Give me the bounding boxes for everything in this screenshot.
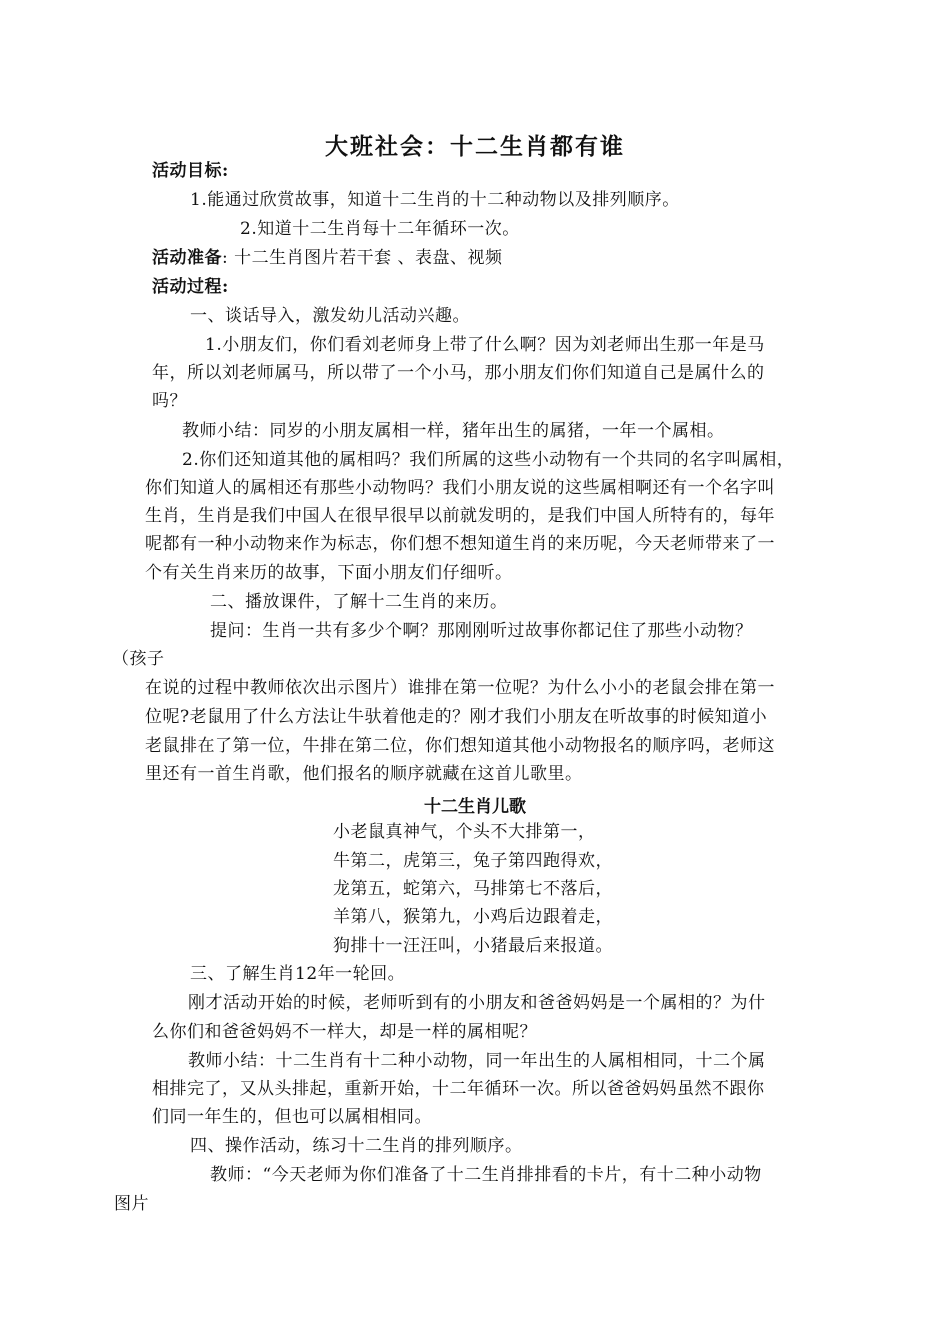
prep-line — [152, 247, 503, 269]
song-line: 龙第五，蛇第六，马排第七不落后， — [333, 879, 613, 899]
document-title: 大班社会：十二生肖都有谁 — [325, 133, 625, 160]
body-line: 里还有一首生肖歌，他们报名的顺序就藏在这首儿歌里。 — [145, 764, 583, 784]
goal-item-2: 2.知道十二生肖每十二年循环一次。 — [240, 219, 520, 239]
body-line: 位呢?老鼠用了什么方法让牛驮着他走的？刚才我们小朋友在听故事的时候知道小 — [145, 707, 768, 727]
body-line: 相排完了，又从头排起，重新开始，十二年循环一次。所以爸爸妈妈虽然不跟你 — [152, 1079, 765, 1099]
body-line: 们同一年生的，但也可以属相相同。 — [152, 1107, 432, 1127]
body-line: 刚才活动开始的时候，老师听到有的小朋友和爸爸妈妈是一个属相的？为什 — [188, 993, 766, 1013]
body-line: 你们知道人的属相还有那些小动物吗？我们小朋友说的这些属相啊还有一个名字叫 — [145, 478, 775, 498]
body-line: 教师小结：同岁的小朋友属相一样，猪年出生的属猪，一年一个属相。 — [182, 421, 725, 441]
body-line: 老鼠排在了第一位，牛排在第二位，你们想知道其他小动物报名的顺序吗，老师这 — [145, 736, 775, 756]
body-line: 2.你们还知道其他的属相吗？我们所属的这些小动物有一个共同的名字叫属相， — [182, 450, 795, 470]
body-line: 生肖，生肖是我们中国人在很早很早以前就发明的，是我们中国人所特有的，每年 — [145, 506, 775, 526]
prep-heading: 活动准备 — [152, 248, 222, 268]
body-line: 年，所以刘老师属马，所以带了一个小马，那小朋友们你们知道自己是属什么的 — [152, 363, 765, 383]
song-line: 小老鼠真神气，个头不大排第一， — [333, 822, 596, 842]
body-line: 呢都有一种小动物来作为标志，你们想不想知道生肖的来历呢，今天老师带来了一 — [145, 534, 775, 554]
body-line: 教师：“今天老师为你们准备了十二生肖排排看的卡片，有十二种小动物 — [210, 1165, 762, 1185]
song-title: 十二生肖儿歌 — [424, 797, 526, 817]
body-line: 1.小朋友们，你们看刘老师身上带了什么啊？因为刘老师出生那一年是马 — [205, 335, 765, 355]
song-line: 牛第二，虎第三，兔子第四跑得欢， — [333, 851, 613, 871]
body-line: 二、播放课件，了解十二生肖的来历。 — [210, 592, 508, 612]
body-line: 提问：生肖一共有多少个啊？那刚刚听过故事你都记住了那些小动物？ — [210, 621, 753, 641]
body-line: 四、操作活动，练习十二生肖的排列顺序。 — [190, 1136, 523, 1156]
body-line: 教师小结：十二生肖有十二种小动物，同一年出生的人属相相同，十二个属 — [188, 1051, 766, 1071]
song-line: 羊第八，猴第九，小鸡后边跟着走， — [333, 907, 613, 927]
body-line: （孩子 — [112, 649, 165, 669]
body-line: 么你们和爸爸妈妈不一样大，却是一样的属相呢？ — [152, 1022, 537, 1042]
body-line: 三、了解生肖12年一轮回。 — [190, 964, 406, 984]
body-line: 图片 — [114, 1194, 149, 1214]
process-heading: 活动过程: — [152, 277, 229, 297]
body-line: 吗？ — [152, 391, 187, 411]
song-line: 狗排十一汪汪叫，小猪最后来报道。 — [333, 936, 613, 956]
body-line: 在说的过程中教师依次出示图片）谁排在第一位呢？为什么小小的老鼠会排在第一 — [145, 678, 775, 698]
goals-heading: 活动目标: — [152, 161, 229, 181]
body-line: 个有关生肖来历的故事，下面小朋友们仔细听。 — [145, 563, 513, 583]
prep-text: : 十二生肖图片若干套 、表盘、视频 — [222, 248, 503, 268]
body-line: 一、谈话导入，激发幼儿活动兴趣。 — [190, 306, 470, 326]
goal-item-1: 1.能通过欣赏故事，知道十二生肖的十二种动物以及排列顺序。 — [190, 190, 680, 210]
